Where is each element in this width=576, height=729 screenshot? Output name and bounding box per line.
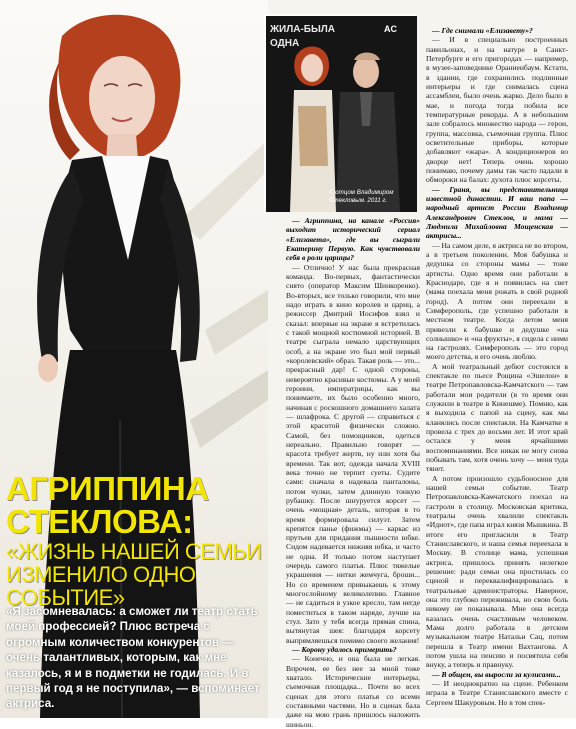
inset-backdrop-text: ЖИЛА-БЫЛА xyxy=(270,24,336,35)
interview-answer: А потом произошло судьбоносное для нашей семьи событие. Театр Петропавловска-Камчатского поехал на гастроли в столицу. Московская критика, театралы очень хвалили спектакль «Идиот», где папа играл князя Мышкина. В итоге его пригласили в Театр Станиславского, и наша семья переехала в Москву. В столице мама, успешная актриса, пришлось принять нелегкое решение: ради семьи она простилась со сценой и переквалифицировалась в театральные администраторы. Наверное, она это глубоко переживала, но свою боль никому не показывала. Мне она всегда казалась очень счастливым человеком. Мама долго работала в детском музыкальном театре Натальи Сац, потом перешла в Театр имени Вахтангова. А потом ушла на пенсию и посвятила себя внуку, а теперь и правнуку. xyxy=(426,473,568,670)
interview-answer: — Конечно, и она была не легкая. Впрочем, ее без нее за мной тоже хватало. Исторические интерьеры, съемочная площадка... Почти во всех сценах для этого платья со всеми составными частями. Но в сценах бала даже на мою грань пришлось наложить шиньон. xyxy=(286,654,420,729)
interview-question: — Агриппина, на канале «Россия» выходит исторический сериал «Елизавета», где вы сыграли Екатерину Первую. Как чувствовали себя в роли царицы? xyxy=(286,216,420,263)
article-headline xyxy=(6,472,268,609)
inset-caption: С отцом Владимиром Стекловым. 2011 г. xyxy=(329,189,394,204)
interview-answer: — На самом деле, я актриса не во втором, а в третьем поколении. Моя бабушка и дедушка со стороны мамы — тоже артисты. Одно время они работали в Краснодаре, где я и появилась на свет (мама поехала меня рожать в свой родной город). А потом они переехали в Симферополь, где успешно работали в местном театре. Когда летом меня привезли к бабушке и дедушке «на солнышко» и «на фрукты», я сидела с ними на гастролях. Симферополь — это город моего детства, я его очень люблю. xyxy=(426,240,568,362)
interview-question: — Где снимали «Елизавету»? xyxy=(432,26,533,35)
svg-text:ОДНА: ОДНА xyxy=(270,38,300,49)
interview-question: — Граня, вы представительница известной династии. И ваш папа — народный артист России Владимир Александрович Стеклов, и мама — Людмила Михайловна Мощенская — актрисы... xyxy=(426,184,568,241)
interview-answer: А мой театральный дебют состоялся в спектакле по пьесе Рощина «Эшелон» в театре Петропавловска-Камчатского — там работали мои родители (в то время они служили в театре в Кинешме). Помню, как я выходила с папой на сцену, как мы кланялись после спектакля. На Камчатке я провела с трех до восьми лет. И этот край остался у меня ярчайшими воспоминаниями. Все никак не могу снова побывать там, хотя очень хочу — меня туда тянет. xyxy=(426,361,568,474)
headline-name-line2: СТЕКЛОВА: xyxy=(6,503,193,540)
headline-name-line1: АГРИППИНА xyxy=(6,470,209,507)
inset-photo xyxy=(264,14,415,210)
interview-question: — Корону удалось примерить? xyxy=(292,645,397,655)
lead-paragraph: «Я засомневалась: а сможет ли театр стать моей профессией? Плюс встреча с огромным количеством конкурентов — очень талантливых, которым, как мне казалось, я и в подметки не годилась. И в первый год я не поступила», — вспоминает актриса. xyxy=(6,605,260,711)
interview-answer: — И в специально построенных павильонах, и на натуре в Санкт-Петербурге и его пригородах — например, в музее-заповеднике Ораниенбаум. Кстати, в здании, где сохранились подлинные интерьеры и где снималась сцена ассамблеи, было очень жарко. Дело было в мае, и погода тогда побила все температурные рекорды. А в небольшом зале собралось множество народа — герои, группа, массовка, съемочная группа. Плюс осветительные приборы, которые добавляют «жара». А кондиционеров во дворце нет! Теперь очень хорошо понимаю, почему дамы так часто падали в обмороки на балах: духота плюс корсеты. xyxy=(426,35,568,185)
text-column-2 xyxy=(426,26,568,712)
inset-logo: AC xyxy=(384,24,397,34)
father-daughter-photo-illustration xyxy=(266,16,417,212)
headline-quote: «ЖИЗНЬ НАШЕЙ СЕМЬИ ИЗМЕНИЛО ОДНО СОБЫТИЕ» xyxy=(6,539,262,611)
text-column-1 xyxy=(286,216,420,729)
interview-answer: — Отлично! У нас была прекрасная команда. Во-первых, фантастически снято (оператор Максим Шинкоренко). Во-вторых, все только говорили, что мне надо играть в кино королев и цариц, а режиссер Дмитрий Иосифов взял и сказал: впервые на экране я встретилась с такой мощной костюмной историей. В театре сыграла немало царствующих особ, а на экране это был мой первый «королевский» образ. Такая роль — это... прекрасный дар! С одной стороны, невероятно красивые костюмы. А у моей героини, императрицы, как вы понимаете, их было особенно много, начиная с роскошного домашнего халата — шлафрока. С другой — справиться с этой красотой физически сложно. Самой, без помощников, одеться нереально. Правильно говорят — красота требует жертв, ну или хотя бы времени. Так вот, одежда начала XVIII века точно не терпит суеты. Судите сами: сначала я надевала панталоны, потом чулки, затем длинную тонкую рубашку. После шнуруется корсет — очень «мощная» деталь, которая в то время формировала силуэт. Затем крепятся панье (фижмы) — каркас из прутьев для придания пышности юбке. Сидом надевается нижняя юбка, и часто не одна. И только потом наступает очередь самого платья. Плюс тяжелые украшения — нитки жемчуга, броши... Но со временем привыкаешь к этому многослойному великолепию. Главное — не садиться в узкое кресло, там негде поместиться в таком наряде, лучше на стул. Зато у тебя всегда прямая спина, вытянутая шея: благодаря корсету выпрямляешься помимо своего желания! xyxy=(286,262,420,645)
interview-question: — В общем, вы выросли за кулисами... xyxy=(432,669,561,679)
interview-answer: — И неоднократно на сцене. Ребенком играла в Театре Станиславского вместе с Сергеем Шакуровым. Но в том спек- xyxy=(426,678,568,707)
